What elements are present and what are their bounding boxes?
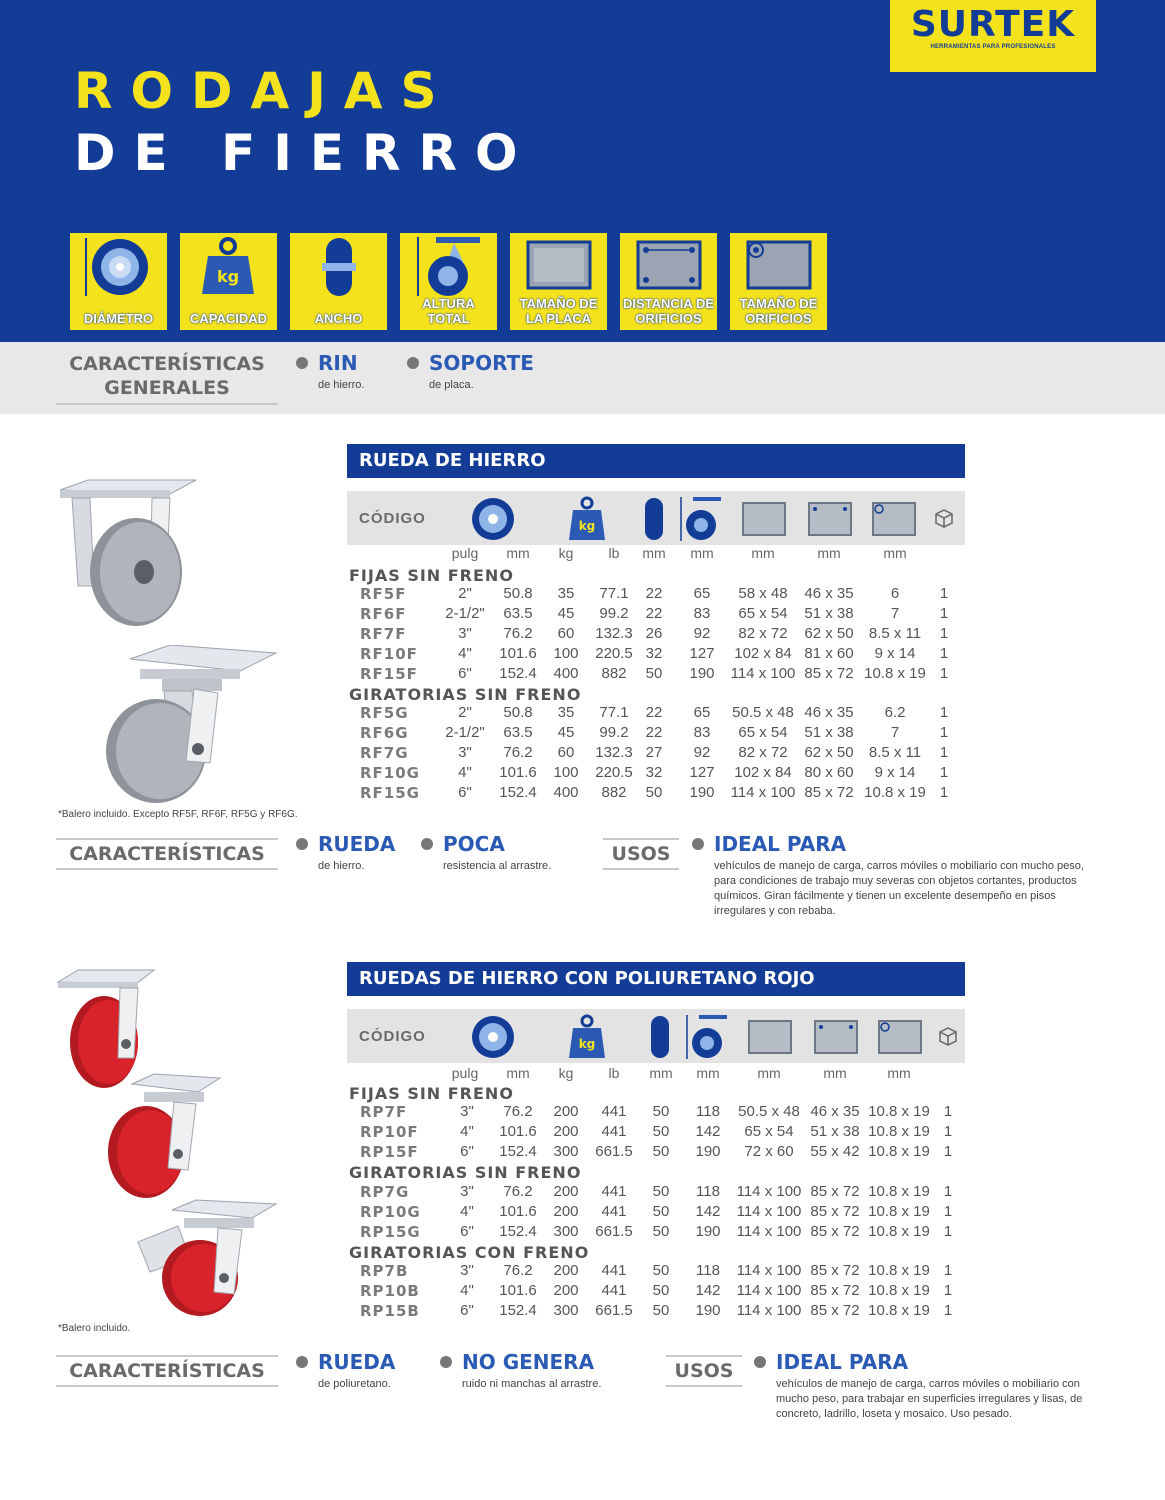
weight-capacity-icon [567,1014,607,1060]
wheel-diameter-icon [469,1014,517,1060]
hole-distance-icon [807,501,853,537]
section2-group-title: GIRATORIAS CON FRENO [349,1243,590,1262]
section2-usos-text: vehículos de manejo de carga, carros móviles o mobiliario con mucho peso, para trabajar en superficies irregulares y lisas, de concreto, ladrillo, loseta y mosaico. Uso pesado. [776,1378,1083,1420]
bullet-icon [421,838,433,850]
feature-head: RIN [318,351,358,375]
section2-group-title: FIJAS SIN FRENO [349,1084,514,1103]
brand-name: SURTEK [910,4,1076,45]
spec-icons-row [70,233,840,333]
section2-footnote: *Balero incluido. [58,1323,131,1334]
hole-size-icon [871,501,917,537]
code-label: CÓDIGO [359,1028,426,1045]
unit: mm [757,1065,781,1081]
page-title-line2: DE FIERRO [74,124,536,182]
bullet-icon [692,838,704,850]
feature-head: SOPORTE [429,351,534,375]
icon-label: ANCHO [314,311,363,326]
icon-label: CAPACIDAD [189,311,268,326]
unit: mm [751,545,775,561]
feature-sub: resistencia al arrastre. [443,860,552,872]
total-height-icon [685,1014,729,1060]
feature-head: RUEDA [318,1350,396,1374]
unit: pulg [451,1065,479,1081]
wheel-width-icon [639,496,669,542]
weight-capacity-icon [180,233,277,330]
section1-group-title: FIJAS SIN FRENO [349,566,514,585]
plate-size-icon [510,233,607,330]
feature-sub: de placa. [429,379,474,391]
svg-text:kg: kg [578,1037,596,1051]
unit: pulg [451,545,479,561]
page-title-line1: RODAJAS [74,62,455,120]
hole-size-icon [730,233,827,330]
section1-footnote: *Balero incluido. Excepto RF5F, RF6F, RF5G y RF6G. [58,809,298,820]
unit: lb [608,545,620,561]
unit: mm [823,1065,847,1081]
icon-label: ALTURA TOTAL [422,296,475,326]
icon-label: TAMAÑO DE ORIFICIOS [739,296,818,326]
feature-sub: ruido ni manchas al arrastre. [462,1378,602,1390]
brand-logo [890,0,1096,72]
weight-capacity-icon [567,496,607,542]
swivel-iron-caster-image [100,645,280,805]
wheel-diameter-icon [70,233,167,330]
general-characteristics-title: CARACTERÍSTICAS GENERALES [56,352,278,405]
section2-usos-title: USOS [666,1355,742,1387]
unit: mm [696,1065,720,1081]
hole-distance-icon [620,233,717,330]
unit: kg [558,1065,574,1081]
unit: mm [642,545,666,561]
icon-label: DISTANCIA DE ORIFICIOS [623,296,714,326]
package-icon [933,507,955,529]
section1-usos-title: USOS [603,838,679,870]
bullet-icon [440,1356,452,1368]
unit: mm [506,1065,530,1081]
icon-label: DIÁMETRO [83,311,154,326]
fixed-iron-caster-image [54,476,200,630]
unit: mm [690,545,714,561]
unit: mm [817,545,841,561]
total-height-icon [679,496,723,542]
section2-code-header [347,1009,965,1063]
wheel-width-icon [645,1014,675,1060]
bullet-icon [296,357,308,369]
feature-head: RUEDA [318,832,396,856]
feature-sub: de hierro. [318,379,365,391]
feature-head: POCA [443,832,505,856]
usos-head: IDEAL PARA [714,832,847,856]
bullet-icon [296,838,308,850]
unit: lb [608,1065,620,1081]
unit: mm [649,1065,673,1081]
section1-usos-text: vehículos de manejo de carga, carros móviles o mobiliario con mucho peso, para condiciones de trabajo muy severas con objetos cortantes, productos químicos. Giran fácilmente y tienen un excelente desempeño en pisos irregulares y con rebaba. [714,860,1084,917]
plate-size-icon [747,1019,793,1055]
icon-label: TAMAÑO DE LA PLACA [519,296,598,326]
wheel-width-icon [290,233,387,330]
section2-group-title: GIRATORIAS SIN FRENO [349,1163,582,1182]
wheel-diameter-icon [469,496,517,542]
section1-title-bar: RUEDA DE HIERRO [347,444,965,478]
bullet-icon [407,357,419,369]
bullet-icon [754,1356,766,1368]
bullet-icon [296,1356,308,1368]
unit: mm [883,545,907,561]
section2-characteristics-title: CARACTERÍSTICAS [56,1355,278,1387]
unit: mm [887,1065,911,1081]
brand-tagline: HERRAMIENTAS PARA PROFESIONALES [930,44,1056,50]
section1-group-title: GIRATORIAS SIN FRENO [349,685,582,704]
unit: kg [558,545,574,561]
unit: mm [506,545,530,561]
feature-head: NO GENERA [462,1350,595,1374]
feature-sub: de poliuretano. [318,1378,391,1390]
brake-polyurethane-caster-image [134,1198,280,1318]
svg-text:kg: kg [578,519,596,533]
section1-code-header [347,491,965,545]
usos-head: IDEAL PARA [776,1350,909,1374]
plate-size-icon [741,501,787,537]
total-height-icon [400,233,497,330]
hole-distance-icon [813,1019,859,1055]
swivel-polyurethane-caster-image [104,1072,224,1202]
section2-title-bar: RUEDAS DE HIERRO CON POLIURETANO ROJO [347,962,965,996]
svg-text:kg: kg [216,267,240,286]
feature-sub: de hierro. [318,860,365,872]
code-label: CÓDIGO [359,510,426,527]
section1-characteristics-title: CARACTERÍSTICAS [56,838,278,870]
hole-size-icon [877,1019,923,1055]
package-icon [937,1025,959,1047]
